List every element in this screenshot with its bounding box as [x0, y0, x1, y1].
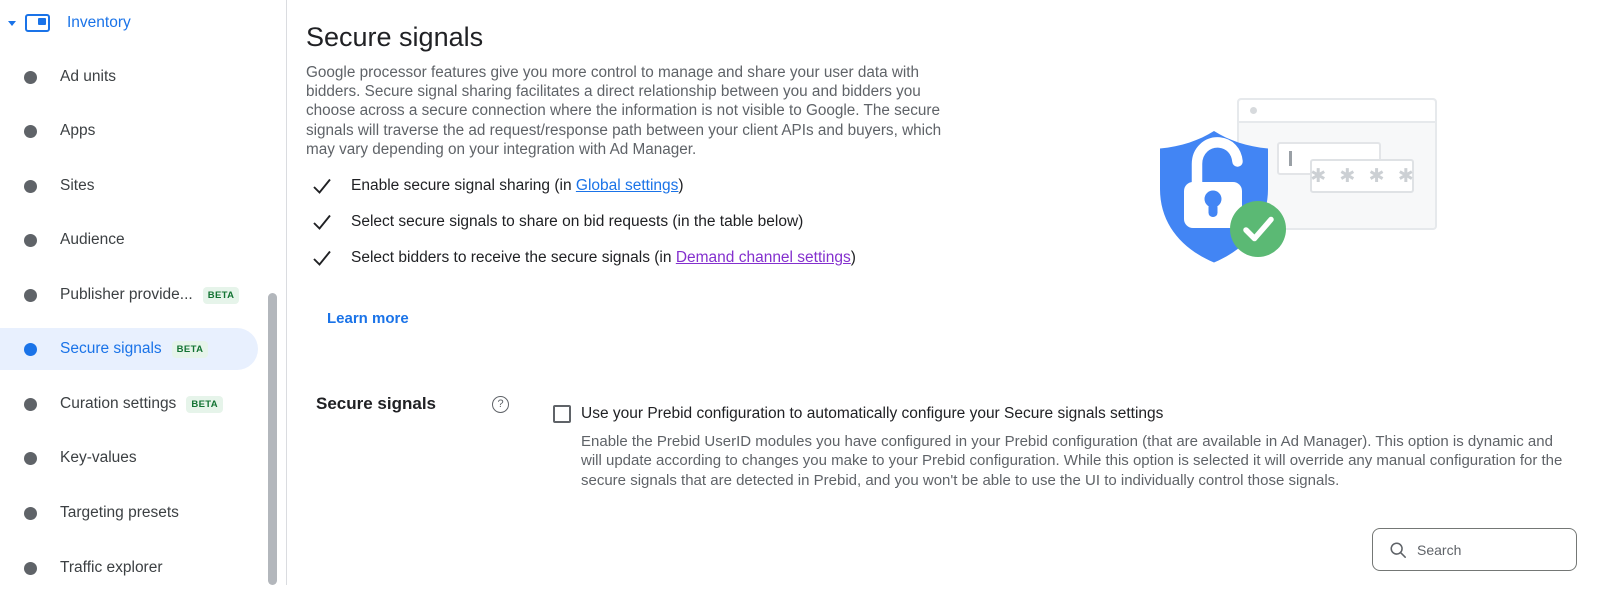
global-settings-link[interactable]: Global settings: [575, 177, 679, 194]
sidebar-item-targeting-presets[interactable]: Targeting presets: [0, 492, 287, 534]
password-asterisks: ✱ ✱ ✱ ✱: [1310, 165, 1418, 187]
checkmark-icon: [311, 211, 333, 233]
sidebar-item-apps[interactable]: Apps: [0, 110, 287, 152]
bullet-icon: [24, 71, 37, 84]
page-description: Google processor features give you more control to manage and share your user data with bidders. Secure signal sharing facilitates a direct relationship between you and bidders you choose across a secure connection where the information is not visible to Google. The secure signals will traverse the ad request/response path between your client APIs and buyers, which may vary depending on your integration with Ad Manager.: [306, 64, 942, 158]
sidebar-item-key-values[interactable]: Key-values: [0, 437, 287, 479]
checkmark-icon: [311, 247, 333, 269]
section-label-secure-signals: Secure signals: [316, 394, 437, 413]
page-title: Secure signals: [306, 22, 484, 52]
prebid-config-description: Enable the Prebid UserID modules you have configured in your Prebid configuration (that are available in Ad Manager). This option is dynamic and will update according to changes you make to your Prebid configuration. While this option is selected it will override any manual configuration for the secure signals that are detected in Prebid, and you won't be able to use the UI to individually control those signals.: [581, 433, 1563, 489]
bullet-icon: [24, 234, 37, 247]
bullet-icon: [24, 562, 37, 575]
browser-titlebar: [1239, 100, 1435, 123]
checklist-item-select-bidders: [306, 246, 856, 270]
search-box[interactable]: [1372, 528, 1577, 571]
checklist-text: Select bidders to receive the secure signals (in Demand channel settings): [351, 249, 856, 266]
beta-badge: BETA: [203, 287, 240, 304]
inventory-icon: [25, 14, 50, 32]
sidebar-item-publisher-provided[interactable]: Publisher provide... BETA: [0, 274, 287, 316]
prebid-config-checkbox[interactable]: [553, 405, 571, 423]
sidebar-item-traffic-explorer[interactable]: Traffic explorer: [0, 547, 287, 589]
bullet-icon: [24, 343, 37, 356]
sidebar-scrollbar[interactable]: [268, 293, 277, 585]
checklist-item-enable-sharing: [306, 174, 684, 198]
search-input[interactable]: [1417, 542, 1557, 558]
browser-dot-icon: [1250, 107, 1257, 114]
sidebar-item-inventory[interactable]: [0, 8, 287, 38]
beta-badge: BETA: [186, 396, 223, 413]
bullet-icon: [24, 125, 37, 138]
security-shield-illustration: [1150, 126, 1295, 266]
learn-more-link[interactable]: Learn more: [327, 310, 409, 327]
prebid-config-checkbox-label[interactable]: Use your Prebid configuration to automatically configure your Secure signals settings: [581, 405, 1164, 422]
checklist-text: Enable secure signal sharing (in Global settings): [351, 177, 684, 194]
bullet-icon: [24, 507, 37, 520]
beta-badge: BETA: [172, 341, 209, 358]
checkmark-icon: [311, 175, 333, 197]
checklist-item-select-signals: [306, 210, 803, 234]
password-field-illustration: [1310, 159, 1418, 193]
checklist-text: Select secure signals to share on bid requests (in the table below): [351, 213, 804, 230]
check-badge-circle: [1230, 201, 1286, 257]
sidebar-item-sites[interactable]: Sites: [0, 165, 287, 207]
sidebar-item-ad-units[interactable]: Ad units: [0, 56, 287, 98]
bullet-icon: [24, 452, 37, 465]
help-icon[interactable]: ?: [492, 396, 509, 413]
sidebar-item-audience[interactable]: Audience: [0, 219, 287, 261]
bullet-icon: [24, 398, 37, 411]
sidebar-item-secure-signals[interactable]: Secure signals BETA: [0, 328, 258, 370]
sidebar-item-curation-settings[interactable]: Curation settings BETA: [0, 383, 287, 425]
search-icon: [1389, 541, 1407, 559]
demand-channel-settings-link[interactable]: Demand channel settings: [675, 249, 851, 266]
collapse-arrow-icon[interactable]: [8, 21, 16, 26]
sidebar: [0, 0, 287, 585]
bullet-icon: [24, 180, 37, 193]
bullet-icon: [24, 289, 37, 302]
sidebar-section-label: Inventory: [67, 14, 131, 31]
